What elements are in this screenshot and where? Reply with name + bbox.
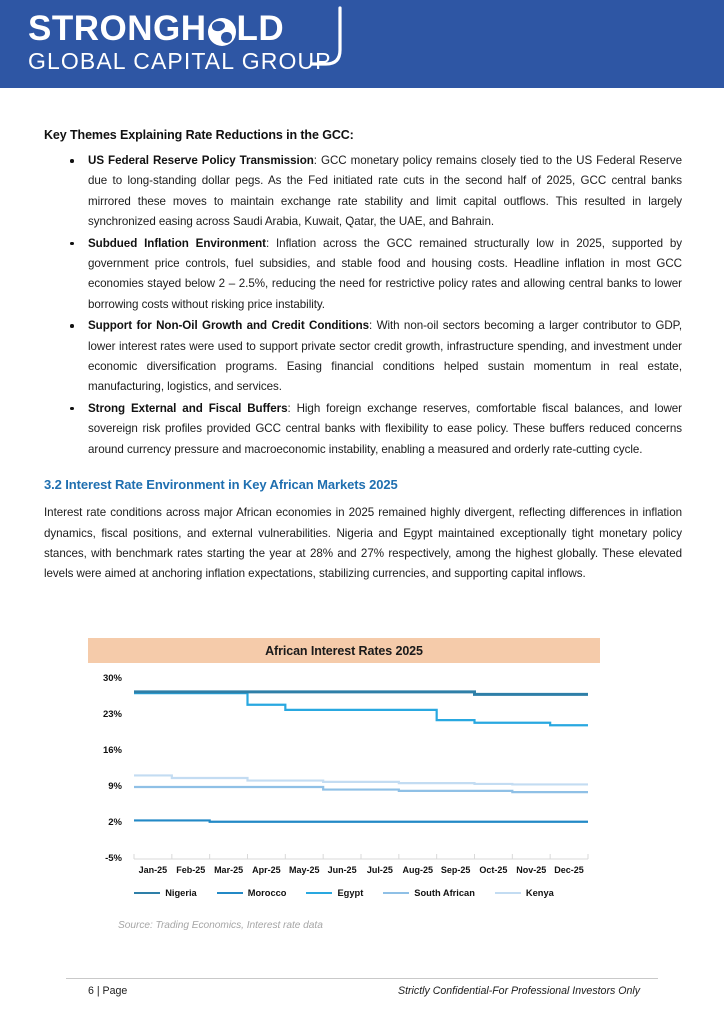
legend-color-swatch (383, 892, 409, 895)
logo-wordmark (28, 9, 332, 49)
y-axis-tick-label: 23% (102, 709, 122, 720)
y-axis-tick-label: -5% (105, 853, 122, 864)
x-axis-tick-label: Oct-25 (479, 865, 508, 875)
legend-color-swatch (217, 892, 243, 895)
legend-item (383, 888, 475, 898)
chart-series-line (134, 787, 588, 792)
section-paragraph: Interest rate conditions across major African economies in 2025 remained highly divergent, reflecting differences in inflation dynamics, fiscal positions, and external vulnerabilities. Nigeria and Egypt maintained exceptionally tight monetary policy stances, with benchmark rates starting the year at 28% and 27% respectively, among the highest globally. These elevated levels were aimed at anchoring inflation expectations, stabilizing currencies, and supporting capital inflows. (44, 506, 682, 581)
logo-text-part1: STRONGH (28, 9, 207, 48)
section-heading: 3.2 Interest Rate Environment in Key African Markets 2025 (44, 477, 398, 493)
chart-title-bar (88, 638, 600, 663)
chart-legend (88, 888, 600, 898)
x-axis-tick-label: Jun-25 (327, 865, 357, 875)
logo-tagline: GLOBAL CAPITAL GROUP (28, 48, 332, 74)
bullet-label: US Federal Reserve Policy Transmission (88, 154, 314, 167)
bullet-dot-icon (70, 324, 74, 328)
bullet-text: : GCC monetary policy remains closely tied to the US Federal Reserve due to long-standing dollar pegs. As the Fed initiated rate cuts in the second half of 2025, GCC central banks mirrored these moves to maintain exchange rate stability and limit capital outflows. This resulted in largely synchronized easing across Saudi Arabia, Kuwait, Qatar, the UAE, and Bahrain. (88, 154, 682, 229)
legend-color-swatch (306, 892, 332, 895)
page-number: 6 | Page (88, 985, 128, 997)
x-axis-tick-label: May-25 (288, 865, 320, 875)
themes-heading: Key Themes Explaining Rate Reductions in the GCC: (44, 128, 354, 142)
company-logo (28, 9, 332, 75)
legend-color-swatch (134, 892, 160, 895)
chart-plot-area (88, 663, 600, 888)
x-axis-tick-label: Jan-25 (138, 865, 168, 875)
header-divider (0, 88, 724, 92)
bullet-dot-icon (70, 407, 74, 411)
document-body (44, 128, 682, 585)
legend-label: Egypt (337, 888, 364, 898)
legend-item (217, 888, 287, 898)
legend-label: South African (414, 888, 475, 898)
x-axis-tick-label: Apr-25 (252, 865, 281, 875)
logo-swoosh-decoration (310, 6, 356, 76)
key-themes-list (44, 151, 682, 460)
bullet-dot-icon (70, 242, 74, 246)
x-axis-tick-label: Nov-25 (516, 865, 547, 875)
x-axis-tick-label: Jul-25 (366, 865, 393, 875)
legend-item (306, 888, 363, 898)
bullet-text: : Inflation across the GCC remained structurally low in 2025, supported by government price controls, fuel subsidies, and stable food and housing costs. Headline inflation in most GCC economies stayed below 2 – 2.5%, reducing the need for restrictive policy rates and allowing central banks to lower borrowing costs without risking price instability. (88, 236, 682, 311)
page-header (0, 0, 724, 88)
legend-label: Morocco (247, 888, 287, 898)
x-axis-tick-label: Feb-25 (176, 865, 206, 875)
chart-series-line (134, 775, 588, 784)
y-axis-tick-label: 30% (102, 673, 122, 684)
chart-series-line (134, 820, 588, 821)
x-axis-tick-label: Aug-25 (402, 865, 433, 875)
y-axis-tick-label: 2% (108, 817, 122, 828)
legend-label: Kenya (525, 888, 554, 898)
bullet-text: : High foreign exchange reserves, comfortable fiscal balances, and lower sovereign risk profiles provided GCC central banks with flexibility to ease policy. These buffers reduced concerns around currency pressure and macroeconomic instability, enabling a measured and orderly rate-cutting cycle. (88, 401, 682, 456)
bullet-label: Strong External and Fiscal Buffers (88, 401, 288, 415)
bullet-dot-icon (70, 159, 74, 163)
x-axis-tick-label: Sep-25 (440, 865, 471, 875)
footer-divider (66, 978, 658, 979)
globe-icon (208, 18, 236, 46)
y-axis-tick-label: 9% (108, 781, 122, 792)
chart-series-line (134, 693, 588, 725)
chart-title: African Interest Rates 2025 (265, 643, 423, 658)
legend-item (495, 888, 554, 898)
chart-svg (88, 663, 600, 888)
x-axis-tick-label: Dec-25 (554, 865, 584, 875)
list-item (44, 151, 682, 233)
x-axis-tick-label: Mar-25 (214, 865, 244, 875)
chart-source-note: Source: Trading Economics, Interest rate data (118, 920, 323, 931)
list-item (44, 234, 682, 316)
logo-text-part2: LD (236, 9, 285, 48)
legend-label: Nigeria (165, 888, 197, 898)
interest-rates-chart (88, 638, 600, 898)
bullet-label: Support for Non-Oil Growth and Credit Conditions (88, 319, 370, 333)
list-item (44, 316, 682, 398)
bullet-text: : With non-oil sectors becoming a larger contributor to GDP, lower interest rates were used to support private sector credit growth, infrastructure spending, and investment under economic diversification programs. Easing financial conditions helped sustain momentum in real estate, manufacturing, logistics, and services. (88, 319, 682, 394)
bullet-label: Subdued Inflation Environment (88, 236, 266, 250)
legend-item (134, 888, 197, 898)
list-item (44, 399, 682, 460)
y-axis-tick-label: 16% (102, 745, 122, 756)
legend-color-swatch (495, 892, 521, 895)
confidentiality-notice: Strictly Confidential-For Professional Investors Only (398, 985, 640, 997)
